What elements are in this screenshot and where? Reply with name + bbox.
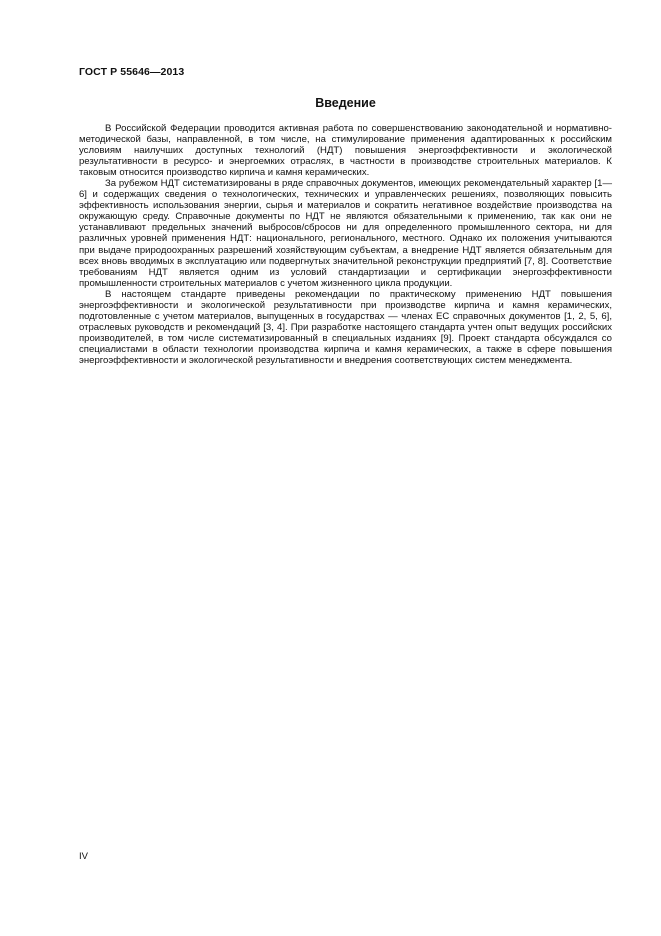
section-title: Введение [315,96,376,110]
page-number: IV [79,851,88,862]
paragraph: В Российской Федерации проводится активная работа по совершенствованию законодательной и нормативно-методической базы, направленной, в том числе, на стимулирование применения адаптированных к российским условиям наилучших доступных технологий (НДТ) повышения энергоэффективности и экологической результативности в ресурсо- и энергоемких отраслях, в частности в производстве строительных материалов. К таковым относится производство кирпича и камня керамических. [79,123,612,179]
body-text [79,123,612,366]
paragraph: В настоящем стандарте приведены рекомендации по практическому применению НДТ повышения энергоэффективности и экологической результативности при производстве кирпича и камня керамических, подготовленные с учетом материалов, выпущенных в государствах — членах ЕС справочных документов [1, 2, 5, 6], отраслевых руководств и рекомендаций [3, 4]. При разработке настоящего стандарта учтен опыт ведущих российских производителей, в том числе систематизированный в специальных изданиях [9]. Проект стандарта обсуждался со специалистами в области технологии производства кирпича и камня керамических, а также в сфере повышения энергоэффективности и экологической результативности и внедрения соответствующих систем менеджмента. [79,288,612,366]
document-code: ГОСТ Р 55646—2013 [79,66,185,78]
paragraph: За рубежом НДТ систематизированы в ряде справочных документов, имеющих рекомендательный характер [1—6] и содержащих сведения о технологических, технических и управленческих решениях, позволяющих повысить эффективность использования энергии, сырья и материалов и сократить негативное воздействие производства на окружающую среду. Справочные документы по НДТ не являются обязательными к применению, так как они не устанавливают предельных значений выбросов/сбросов ни для определенного промышленного сектора, ни для различных уровней применения НДТ: национального, регионального, местного. Однако их положения учитываются при выдаче природоохранных разрешений хозяйствующим субъектам, а внедрение НДТ является обязательным для всех вновь вводимых в эксплуатацию или подвергнутых значительной реконструкции предприятий [7, 8]. Соответствие требованиям НДТ является одним из условий стандартизации и сертификации энергоэффективности промышленности строительных материалов с учетом жизненного цикла продукции. [79,178,612,289]
